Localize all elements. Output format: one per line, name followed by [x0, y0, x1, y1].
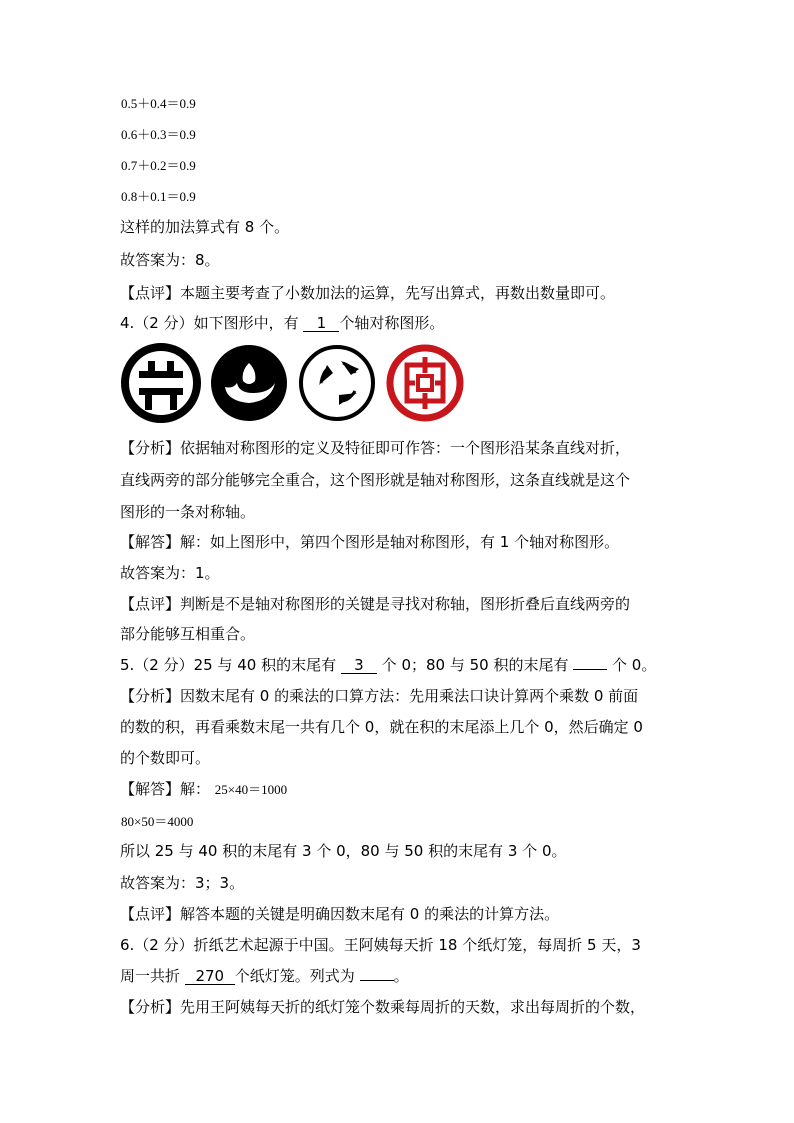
- question-text: 周一共折: [120, 967, 181, 985]
- solution-text: 【解答】解：如上图形中，第四个图形是轴对称图形，有 1 个轴对称图形。: [120, 533, 620, 551]
- comment-text: 【点评】判断是不是轴对称图形的关键是寻找对称轴，图形折叠后直线两旁的: [120, 595, 631, 613]
- bank-logo-1-icon: [121, 343, 201, 423]
- question-text: 个 0；80 与 50 积的末尾有: [381, 656, 569, 674]
- count-text: 这样的加法算式有 8 个。: [120, 218, 290, 236]
- analysis-text: 的数的积，再看乘数末尾一共有几个 0，就在积的末尾添上几个 0，然后确定 0: [120, 718, 643, 736]
- answer-blank: [573, 669, 607, 670]
- recycle-arrows-icon: [297, 343, 377, 423]
- question-text: 5.（2 分）25 与 40 积的末尾有: [120, 656, 337, 674]
- solution-equation: 25×40＝1000: [214, 782, 288, 797]
- analysis-text: 图形的一条对称轴。: [120, 503, 256, 521]
- equation-line: 0.6＋0.3＝0.9: [121, 127, 196, 142]
- answer-blank: [360, 980, 394, 981]
- icbc-logo-icon: [385, 343, 465, 423]
- answer-blank: 270: [185, 968, 235, 985]
- analysis-text: 的个数即可。: [120, 749, 211, 767]
- question-5: [120, 655, 680, 675]
- answer-blank: 1: [303, 315, 339, 332]
- question-text: 4.（2 分）如下图形中，有: [120, 314, 299, 332]
- question-4: [120, 313, 680, 333]
- result-text: 所以 25 与 40 积的末尾有 3 个 0，80 与 50 积的末尾有 3 个 0。: [120, 842, 567, 860]
- question-text: 个轴对称图形。: [339, 314, 445, 332]
- solution-line: [120, 779, 680, 800]
- answer-blank: 3: [341, 657, 377, 674]
- question-6-line-2: [120, 966, 680, 986]
- answer-text: 故答案为：3；3。: [120, 874, 245, 892]
- comment-text: 【点评】解答本题的关键是明确因数末尾有 0 的乘法的计算方法。: [120, 905, 560, 923]
- analysis-text: 直线两旁的部分能够完全重合，这个图形就是轴对称图形，这条直线就是这个: [120, 471, 631, 489]
- question-text: 6.（2 分）折纸艺术起源于中国。王阿姨每天折 18 个纸灯笼，每周折 5 天，3: [120, 936, 641, 954]
- comment-text: 部分能够互相重合。: [120, 625, 256, 643]
- question-text: 个纸灯笼。列式为: [234, 967, 355, 985]
- answer-text: 故答案为：1。: [120, 564, 220, 582]
- figure-row: [121, 343, 461, 423]
- question-text: 。: [393, 967, 409, 985]
- solution-text: 【解答】解：: [120, 780, 211, 798]
- analysis-text: 【分析】依据轴对称图形的定义及特征即可作答：一个图形沿某条直线对折，: [120, 439, 631, 457]
- equation-line: 0.7＋0.2＝0.9: [121, 158, 196, 173]
- equation-line: 0.5＋0.4＝0.9: [121, 96, 196, 111]
- equation-line: 0.8＋0.1＝0.9: [121, 189, 196, 204]
- question-text: 个 0。: [612, 656, 657, 674]
- analysis-text: 【分析】因数末尾有 0 的乘法的口算方法：先用乘法口诀计算两个乘数 0 前面: [120, 687, 639, 705]
- bank-logo-2-icon: [209, 343, 289, 423]
- analysis-text: 【分析】先用王阿姨每天折的纸灯笼个数乘每周折的天数，求出每周折的个数，: [120, 998, 646, 1016]
- comment-text: 【点评】本题主要考查了小数加法的运算，先写出算式，再数出数量即可。: [120, 284, 616, 302]
- solution-equation: 80×50＝4000: [121, 814, 194, 829]
- answer-text: 故答案为：8。: [120, 251, 220, 269]
